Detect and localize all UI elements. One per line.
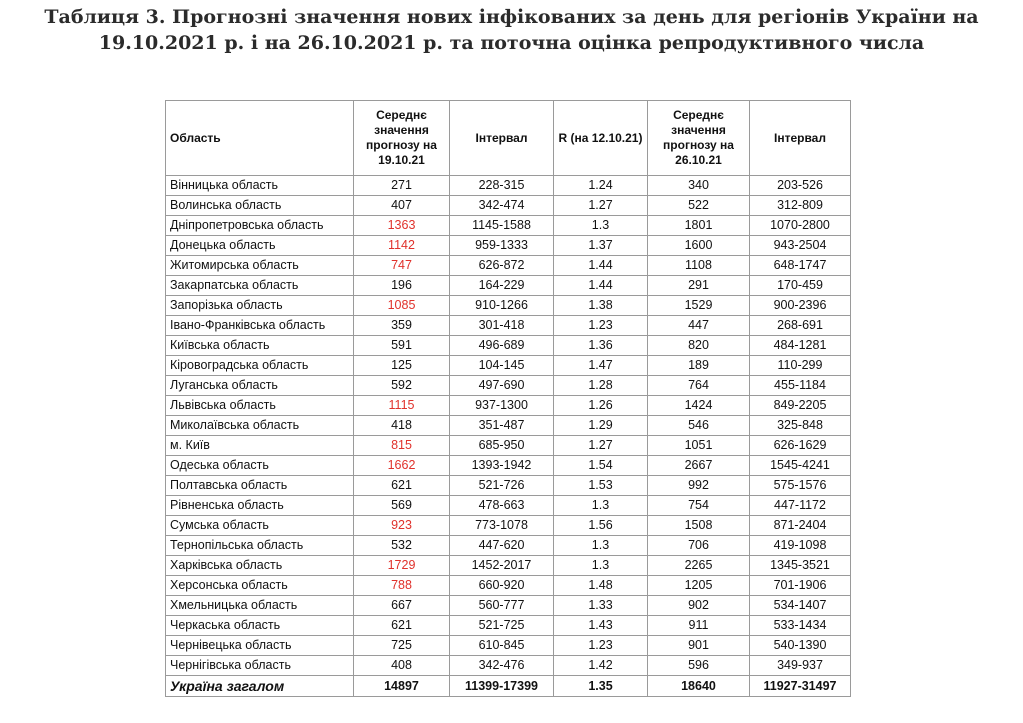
cell-interval-26-10: 447-1172 [750,496,851,516]
cell-mean-19-10: 592 [354,376,450,396]
cell-interval-19-10: 447-620 [450,536,554,556]
cell-mean-19-10: 1363 [354,216,450,236]
cell-interval-26-10: 268-691 [750,316,851,336]
caption-line-2: 19.10.2021 р. і на 26.10.2021 р. та поточна оцінка репродуктивного числа [98,32,925,54]
table-body [166,176,851,676]
caption-line-1: Таблиця 3. Прогнозні значення нових інфікованих за день для регіонів України на [44,6,979,28]
cell-interval-19-10: 959-1333 [450,236,554,256]
cell-mean-26-10: 992 [648,476,750,496]
cell-r: 1.47 [554,356,648,376]
table-row [166,176,851,196]
cell-mean-19-10: 667 [354,596,450,616]
cell-region: Хмельницька область [166,596,354,616]
forecast-table [165,100,851,697]
cell-mean-19-10: 418 [354,416,450,436]
cell-region: Волинська область [166,196,354,216]
cell-mean-26-10: 764 [648,376,750,396]
cell-r: 1.48 [554,576,648,596]
header-interval-19-10: Інтервал [450,101,554,176]
cell-mean-19-10: 621 [354,616,450,636]
cell-region: Запорізька область [166,296,354,316]
cell-region: Дніпропетровська область [166,216,354,236]
cell-r: 1.23 [554,636,648,656]
total-r: 1.35 [554,676,648,697]
cell-interval-26-10: 110-299 [750,356,851,376]
table-row [166,236,851,256]
cell-mean-19-10: 532 [354,536,450,556]
cell-mean-26-10: 447 [648,316,750,336]
cell-r: 1.3 [554,216,648,236]
cell-interval-19-10: 773-1078 [450,516,554,536]
cell-interval-19-10: 1393-1942 [450,456,554,476]
cell-region: Вінницька область [166,176,354,196]
cell-interval-19-10: 301-418 [450,316,554,336]
cell-r: 1.3 [554,556,648,576]
cell-mean-19-10: 569 [354,496,450,516]
cell-mean-19-10: 1729 [354,556,450,576]
cell-mean-19-10: 923 [354,516,450,536]
table-row [166,516,851,536]
cell-region: Черкаська область [166,616,354,636]
table-row [166,616,851,636]
cell-interval-19-10: 910-1266 [450,296,554,316]
cell-region: Одеська область [166,456,354,476]
cell-region: Київська область [166,336,354,356]
table-row [166,596,851,616]
cell-interval-26-10: 484-1281 [750,336,851,356]
cell-region: Луганська область [166,376,354,396]
cell-r: 1.42 [554,656,648,676]
table-row [166,536,851,556]
cell-interval-19-10: 521-726 [450,476,554,496]
cell-interval-19-10: 1145-1588 [450,216,554,236]
cell-interval-19-10: 164-229 [450,276,554,296]
cell-mean-26-10: 2265 [648,556,750,576]
total-mean-19-10: 14897 [354,676,450,697]
cell-interval-26-10: 419-1098 [750,536,851,556]
table-row [166,296,851,316]
cell-interval-19-10: 626-872 [450,256,554,276]
cell-interval-19-10: 351-487 [450,416,554,436]
cell-interval-19-10: 342-476 [450,656,554,676]
cell-mean-19-10: 408 [354,656,450,676]
cell-interval-26-10: 1545-4241 [750,456,851,476]
table-row [166,496,851,516]
table-row [166,336,851,356]
cell-interval-19-10: 610-845 [450,636,554,656]
cell-r: 1.54 [554,456,648,476]
total-interval-19-10: 11399-17399 [450,676,554,697]
cell-interval-19-10: 521-725 [450,616,554,636]
table-row [166,356,851,376]
cell-mean-26-10: 1600 [648,236,750,256]
cell-region: Сумська область [166,516,354,536]
cell-r: 1.3 [554,536,648,556]
cell-region: Рівненська область [166,496,354,516]
cell-mean-19-10: 1662 [354,456,450,476]
cell-mean-26-10: 1205 [648,576,750,596]
cell-mean-19-10: 591 [354,336,450,356]
cell-mean-26-10: 754 [648,496,750,516]
header-interval-26-10: Інтервал [750,101,851,176]
cell-interval-26-10: 626-1629 [750,436,851,456]
table-row [166,656,851,676]
cell-r: 1.28 [554,376,648,396]
total-mean-26-10: 18640 [648,676,750,697]
cell-region: Закарпатська область [166,276,354,296]
cell-mean-19-10: 407 [354,196,450,216]
header-r: R (на 12.10.21) [554,101,648,176]
total-region: Україна загалом [166,676,354,697]
cell-interval-26-10: 900-2396 [750,296,851,316]
cell-r: 1.23 [554,316,648,336]
cell-mean-26-10: 1529 [648,296,750,316]
cell-region: Миколаївська область [166,416,354,436]
cell-region: Кіровоградська область [166,356,354,376]
total-row [166,676,851,697]
cell-interval-26-10: 849-2205 [750,396,851,416]
cell-interval-26-10: 349-937 [750,656,851,676]
cell-mean-26-10: 706 [648,536,750,556]
cell-r: 1.24 [554,176,648,196]
cell-r: 1.33 [554,596,648,616]
cell-interval-26-10: 540-1390 [750,636,851,656]
cell-mean-19-10: 1085 [354,296,450,316]
cell-r: 1.44 [554,276,648,296]
table-row [166,396,851,416]
cell-mean-26-10: 1051 [648,436,750,456]
cell-interval-19-10: 685-950 [450,436,554,456]
cell-r: 1.29 [554,416,648,436]
cell-r: 1.3 [554,496,648,516]
table-row [166,476,851,496]
cell-interval-26-10: 312-809 [750,196,851,216]
header-mean-26-10: Середнє значення прогнозу на 26.10.21 [648,101,750,176]
cell-mean-26-10: 522 [648,196,750,216]
cell-mean-19-10: 271 [354,176,450,196]
cell-mean-26-10: 911 [648,616,750,636]
cell-interval-26-10: 943-2504 [750,236,851,256]
cell-region: Івано-Франківська область [166,316,354,336]
cell-mean-26-10: 189 [648,356,750,376]
cell-mean-26-10: 596 [648,656,750,676]
cell-r: 1.27 [554,436,648,456]
table-row [166,376,851,396]
cell-r: 1.44 [554,256,648,276]
cell-r: 1.27 [554,196,648,216]
cell-mean-19-10: 1142 [354,236,450,256]
cell-mean-19-10: 788 [354,576,450,596]
cell-interval-19-10: 496-689 [450,336,554,356]
cell-region: м. Київ [166,436,354,456]
table-row [166,636,851,656]
cell-region: Харківська область [166,556,354,576]
cell-interval-26-10: 325-848 [750,416,851,436]
table-row [166,256,851,276]
cell-mean-26-10: 901 [648,636,750,656]
table-caption [0,4,1023,56]
header-region: Область [166,101,354,176]
cell-r: 1.38 [554,296,648,316]
cell-region: Чернівецька область [166,636,354,656]
cell-r: 1.36 [554,336,648,356]
cell-mean-19-10: 1115 [354,396,450,416]
cell-interval-19-10: 560-777 [450,596,554,616]
cell-r: 1.56 [554,516,648,536]
cell-region: Донецька область [166,236,354,256]
cell-interval-26-10: 1070-2800 [750,216,851,236]
cell-region: Полтавська область [166,476,354,496]
cell-interval-19-10: 342-474 [450,196,554,216]
cell-interval-19-10: 937-1300 [450,396,554,416]
cell-interval-19-10: 660-920 [450,576,554,596]
cell-region: Житомирська область [166,256,354,276]
cell-interval-26-10: 534-1407 [750,596,851,616]
cell-interval-19-10: 478-663 [450,496,554,516]
cell-region: Львівська область [166,396,354,416]
cell-mean-26-10: 1508 [648,516,750,536]
cell-mean-26-10: 1108 [648,256,750,276]
cell-interval-19-10: 497-690 [450,376,554,396]
cell-mean-26-10: 820 [648,336,750,356]
cell-mean-19-10: 359 [354,316,450,336]
header-mean-19-10: Середнє значення прогнозу на 19.10.21 [354,101,450,176]
cell-mean-19-10: 125 [354,356,450,376]
cell-r: 1.43 [554,616,648,636]
cell-interval-26-10: 575-1576 [750,476,851,496]
cell-r: 1.53 [554,476,648,496]
cell-mean-26-10: 1801 [648,216,750,236]
cell-interval-19-10: 1452-2017 [450,556,554,576]
cell-mean-26-10: 2667 [648,456,750,476]
cell-region: Тернопільська область [166,536,354,556]
cell-interval-26-10: 533-1434 [750,616,851,636]
total-interval-26-10: 11927-31497 [750,676,851,697]
cell-mean-19-10: 196 [354,276,450,296]
table-row [166,416,851,436]
cell-interval-26-10: 170-459 [750,276,851,296]
table-row [166,316,851,336]
cell-mean-19-10: 815 [354,436,450,456]
table-row [166,556,851,576]
cell-mean-26-10: 291 [648,276,750,296]
table-header-row [166,101,851,176]
cell-mean-26-10: 340 [648,176,750,196]
table-row [166,276,851,296]
cell-mean-19-10: 725 [354,636,450,656]
table-row [166,196,851,216]
table-row [166,436,851,456]
cell-mean-26-10: 1424 [648,396,750,416]
cell-interval-26-10: 701-1906 [750,576,851,596]
cell-interval-19-10: 104-145 [450,356,554,376]
table-row [166,456,851,476]
cell-interval-26-10: 203-526 [750,176,851,196]
cell-interval-26-10: 455-1184 [750,376,851,396]
cell-r: 1.37 [554,236,648,256]
cell-mean-19-10: 621 [354,476,450,496]
cell-mean-19-10: 747 [354,256,450,276]
cell-interval-19-10: 228-315 [450,176,554,196]
cell-mean-26-10: 902 [648,596,750,616]
table-row [166,216,851,236]
table-row [166,576,851,596]
cell-interval-26-10: 648-1747 [750,256,851,276]
cell-interval-26-10: 871-2404 [750,516,851,536]
cell-mean-26-10: 546 [648,416,750,436]
cell-region: Чернігівська область [166,656,354,676]
cell-r: 1.26 [554,396,648,416]
cell-interval-26-10: 1345-3521 [750,556,851,576]
cell-region: Херсонська область [166,576,354,596]
